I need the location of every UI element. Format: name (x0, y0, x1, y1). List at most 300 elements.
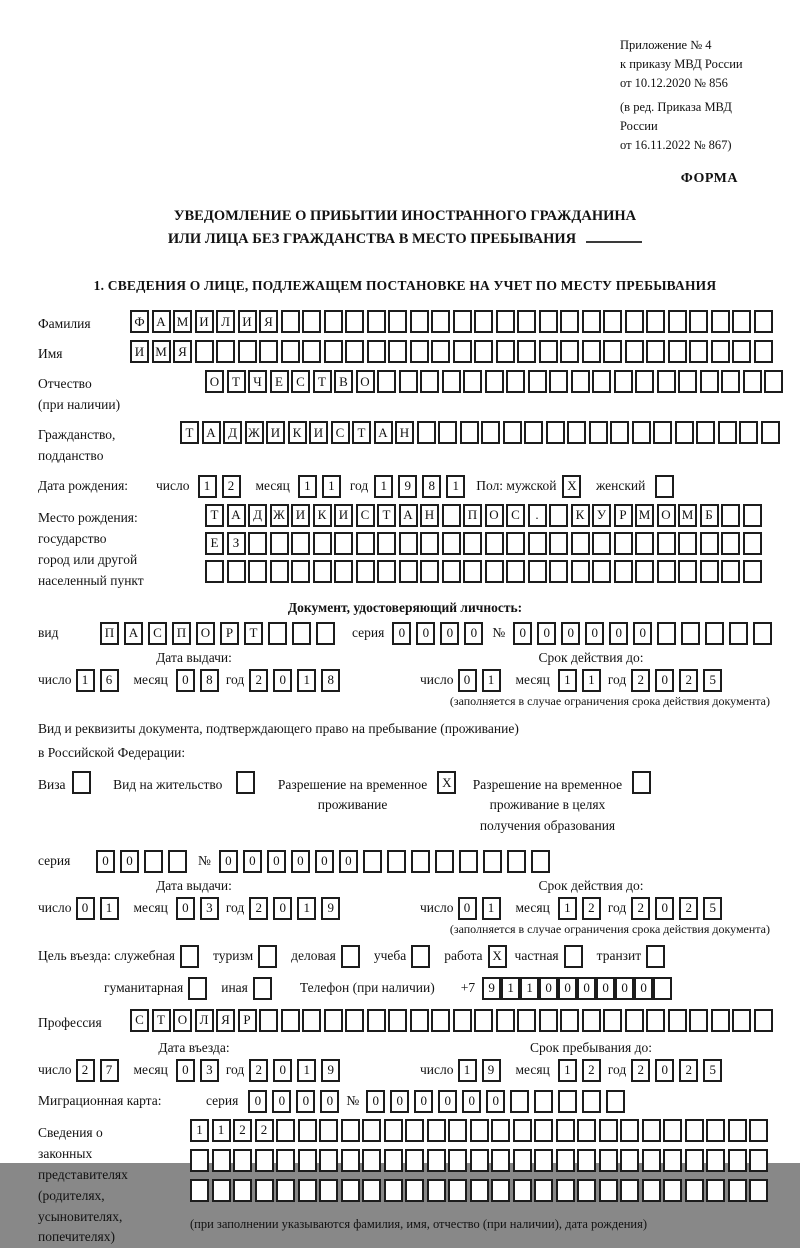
form-cell (678, 560, 697, 583)
form-cell: 1 (520, 977, 539, 1000)
form-cell (556, 1179, 575, 1202)
doc-type-label: вид (38, 625, 59, 641)
form-cell: С (130, 1009, 149, 1032)
form-cell (632, 771, 651, 794)
form-cell (236, 771, 255, 794)
migration-card-label: Миграционная карта: (38, 1093, 162, 1109)
form-cell (620, 1149, 639, 1172)
form-cell: У (592, 504, 611, 527)
year-label: год (225, 1062, 245, 1078)
form-cell: М (678, 504, 697, 527)
form-cell (635, 532, 654, 555)
form-cell (334, 560, 353, 583)
profession-cells (130, 1009, 775, 1032)
form-cell (248, 532, 267, 555)
permit-expiry-date (410, 897, 772, 920)
doc-issue-date (38, 669, 410, 692)
stay-day (458, 1059, 506, 1082)
form-cell (592, 560, 611, 583)
permit-issue-date (38, 897, 410, 920)
form-cell: 2 (76, 1059, 95, 1082)
form-cell: 0 (438, 1090, 457, 1113)
form-cell (442, 560, 461, 583)
form-cell: О (485, 504, 504, 527)
day-label: число (38, 900, 72, 916)
year-label: год (225, 672, 245, 688)
surname-label: Фамилия (38, 316, 91, 332)
form-cell: . (528, 504, 547, 527)
form-cell (754, 340, 773, 363)
doc-seriya-label: серия (352, 625, 385, 641)
form-cell (754, 1009, 773, 1032)
form-cell: Р (238, 1009, 257, 1032)
form-cell (496, 310, 515, 333)
form-cell (298, 1179, 317, 1202)
permit-issue-group (38, 878, 410, 920)
form-cell: 0 (272, 1090, 291, 1113)
stay-year (631, 1059, 727, 1082)
form-cell (281, 1009, 300, 1032)
form-cell (195, 340, 214, 363)
form-cell (625, 1009, 644, 1032)
form-cell (620, 1119, 639, 1142)
permit-rvpo (473, 771, 654, 836)
form-cell (188, 977, 207, 1000)
section1-title: 1. СВЕДЕНИЯ О ЛИЦЕ, ПОДЛЕЖАЩЕМ ПОСТАНОВКЕ НА УЧЕТ ПО МЕСТУ ПРЕБЫВАНИЯ (93, 278, 717, 294)
form-cell (367, 340, 386, 363)
form-cell (729, 622, 748, 645)
form-cell (442, 370, 461, 393)
form-cell: Д (223, 421, 242, 444)
birth-place-label: Место рождения: государство город или другой населенный пункт (38, 509, 144, 588)
form-cell (689, 1009, 708, 1032)
form-cell: Т (227, 370, 246, 393)
phone-prefix: +7 (460, 980, 476, 996)
form-cell (362, 1119, 381, 1142)
doc-type-cells (100, 622, 340, 645)
form-cell: 2 (582, 1059, 601, 1082)
form-cell (291, 560, 310, 583)
form-cell (589, 421, 608, 444)
form-cell: Т (244, 622, 263, 645)
form-cell: Р (220, 622, 239, 645)
form-cell (319, 1149, 338, 1172)
month-label: месяц (133, 900, 168, 916)
form-cell: 0 (577, 977, 596, 1000)
form-cell (689, 310, 708, 333)
form-cell (560, 1009, 579, 1032)
form-cell: 0 (390, 1090, 409, 1113)
form-cell (431, 310, 450, 333)
form-cell (743, 532, 762, 555)
form-cell (341, 1179, 360, 1202)
form-cell (470, 1179, 489, 1202)
form-cell: 0 (655, 669, 674, 692)
purpose-item-turizm: туризм (213, 945, 277, 968)
form-cell (534, 1179, 553, 1202)
form-cell (577, 1179, 596, 1202)
form-cell (655, 475, 674, 498)
form-cell: 2 (631, 669, 650, 692)
form-cell (411, 945, 430, 968)
form-cell (732, 340, 751, 363)
doc-num-label: № (492, 625, 506, 641)
form-cell (749, 1149, 768, 1172)
purpose-checkbox-gumanitarnaya (188, 977, 207, 1000)
form-cell (743, 370, 762, 393)
doc-expiry-group (410, 650, 772, 692)
doc-expiry-header: Срок действия до: (538, 649, 644, 665)
form-cell (503, 421, 522, 444)
form-cell (678, 370, 697, 393)
form-cell (259, 1009, 278, 1032)
annex-line: к приказу МВД России (620, 56, 743, 71)
form-cell (399, 532, 418, 555)
form-cell (460, 421, 479, 444)
year-label: год (225, 900, 245, 916)
form-cell: 0 (537, 622, 556, 645)
form-cell (388, 1009, 407, 1032)
form-cell (281, 310, 300, 333)
form-cell: Т (205, 504, 224, 527)
mc-num-label: № (346, 1093, 360, 1109)
form-cell (534, 1149, 553, 1172)
form-cell: 0 (633, 622, 652, 645)
form-cell (685, 1179, 704, 1202)
field-purpose2-phone (38, 977, 772, 1000)
form-cell: И (195, 310, 214, 333)
form-cell: П (463, 504, 482, 527)
form-cell: 9 (321, 897, 340, 920)
form-cell (646, 340, 665, 363)
form-cell: О (205, 370, 224, 393)
doc-dates (38, 650, 772, 692)
form-cell (711, 340, 730, 363)
form-cell: 8 (321, 669, 340, 692)
form-cell (642, 1119, 661, 1142)
form-cell: 1 (297, 1059, 316, 1082)
form-cell (485, 532, 504, 555)
form-cell: М (173, 310, 192, 333)
form-cell: Н (395, 421, 414, 444)
form-cell (700, 370, 719, 393)
form-cell: Я (173, 340, 192, 363)
name-cells (130, 340, 775, 363)
doc-issue-year (249, 669, 345, 692)
form-cell: X (437, 771, 456, 794)
form-cell (668, 310, 687, 333)
form-cell (556, 1149, 575, 1172)
form-cell (534, 1090, 553, 1113)
form-cell (546, 421, 565, 444)
form-cell: 0 (366, 1090, 385, 1113)
form-cell: Ч (248, 370, 267, 393)
form-cell (571, 560, 590, 583)
form-cell (646, 310, 665, 333)
form-cell: 0 (615, 977, 634, 1000)
form-cell (646, 945, 665, 968)
form-cell (491, 1149, 510, 1172)
year-label: год (349, 478, 369, 494)
form-cell (485, 560, 504, 583)
field-migration-card (38, 1090, 772, 1113)
form-cell (668, 340, 687, 363)
birth-month-cells (298, 475, 346, 498)
day-label: число (38, 1062, 72, 1078)
form-cell (259, 340, 278, 363)
surname-cells (130, 310, 775, 333)
form-cell (190, 1149, 209, 1172)
form-cell: 1 (212, 1119, 231, 1142)
phone-cells (482, 977, 672, 1000)
form-cell: 1 (76, 669, 95, 692)
purpose-checkbox-delovaya (341, 945, 360, 968)
form-cell: 0 (315, 850, 334, 873)
form-cell (642, 1149, 661, 1172)
form-cell (410, 1009, 429, 1032)
form-cell: Ф (130, 310, 149, 333)
form-cell: 0 (634, 977, 653, 1000)
form-cell (732, 1009, 751, 1032)
form-cell (706, 1149, 725, 1172)
form-cell: 8 (200, 669, 219, 692)
birth-date-label: Дата рождения: (38, 478, 129, 494)
form-cell (685, 1119, 704, 1142)
birth-year-cells (374, 475, 470, 498)
permit-issue-day (76, 897, 124, 920)
form-cell (405, 1179, 424, 1202)
sex-female-checkbox (655, 475, 677, 498)
form-cell: 1 (297, 897, 316, 920)
form-cell: 0 (561, 622, 580, 645)
form-cell (496, 1009, 515, 1032)
form-cell (324, 1009, 343, 1032)
form-cell (205, 560, 224, 583)
day-label: число (420, 672, 454, 688)
entry-year (249, 1059, 345, 1082)
form-cell: 2 (582, 897, 601, 920)
form-cell (281, 340, 300, 363)
form-cell (558, 1090, 577, 1113)
form-cell (253, 977, 272, 1000)
birth-place-rows (205, 504, 764, 588)
permit-issue-year (249, 897, 345, 920)
form-cell (700, 560, 719, 583)
form-cell: Т (180, 421, 199, 444)
purpose-item-sluzhebnaya: Цель въезда: служебная (38, 945, 199, 968)
form-cell: 0 (458, 669, 477, 692)
form-cell: О (657, 504, 676, 527)
form-cell: 0 (539, 977, 558, 1000)
doc-issue-group (38, 650, 410, 692)
form-cell: 1 (482, 669, 501, 692)
form-cell: 5 (703, 897, 722, 920)
form-cell (405, 1119, 424, 1142)
rvpo-label: Разрешение на временное проживание в целях получения образования (472, 777, 623, 833)
form-cell (603, 1009, 622, 1032)
form-cell (599, 1149, 618, 1172)
form-cell (463, 560, 482, 583)
form-cell: 0 (291, 850, 310, 873)
form-cell (405, 1149, 424, 1172)
form-cell: 0 (176, 897, 195, 920)
form-cell (420, 560, 439, 583)
form-cell (276, 1119, 295, 1142)
form-cell (399, 560, 418, 583)
form-cell (345, 310, 364, 333)
field-citizenship (38, 421, 772, 467)
purpose-checkbox-inaya (253, 977, 272, 1000)
form-cell (635, 370, 654, 393)
form-cell (302, 310, 321, 333)
form-cell: Ж (270, 504, 289, 527)
field-purpose (38, 945, 772, 968)
form-cell (614, 532, 633, 555)
form-cell (635, 560, 654, 583)
form-cell: 1 (458, 1059, 477, 1082)
form-cell: 2 (631, 897, 650, 920)
form-cell: 0 (558, 977, 577, 1000)
form-cell (459, 850, 478, 873)
form-cell: 2 (222, 475, 241, 498)
vnj-checkbox (236, 771, 258, 794)
form-cell: 0 (464, 622, 483, 645)
year-label: год (607, 900, 627, 916)
form-cell: X (488, 945, 507, 968)
stay-month (558, 1059, 606, 1082)
name-label: Имя (38, 346, 63, 362)
form-cell: П (172, 622, 191, 645)
purpose-item-tranzit: транзит (597, 945, 666, 968)
form-cell (292, 622, 311, 645)
form-cell (749, 1119, 768, 1142)
form-cell: Н (420, 504, 439, 527)
form-cell: 0 (248, 1090, 267, 1113)
form-cell: И (130, 340, 149, 363)
birth-place-row3 (205, 560, 764, 583)
rvp-label: Разрешение на временное проживание (277, 777, 428, 813)
form-cell: 0 (273, 669, 292, 692)
form-cell (190, 1179, 209, 1202)
form-cell (506, 560, 525, 583)
form-cell: 5 (703, 669, 722, 692)
form-cell (427, 1179, 446, 1202)
form-cell (291, 532, 310, 555)
permit-expiry-note: (заполняется в случае ограничения срока действия документа) (449, 921, 770, 936)
form-cell: А (399, 504, 418, 527)
form-cell: 0 (176, 669, 195, 692)
form-cell: Т (352, 421, 371, 444)
form-cell: 0 (440, 622, 459, 645)
form-cell (417, 421, 436, 444)
purpose-checkbox-rabota (488, 945, 507, 968)
form-cell (411, 850, 430, 873)
form-cell (448, 1179, 467, 1202)
stay-until-date (410, 1059, 772, 1082)
year-label: год (607, 672, 627, 688)
purpose-checkbox-sluzhebnaya (180, 945, 199, 968)
form-cell: X (562, 475, 581, 498)
form-cell: 1 (100, 897, 119, 920)
permit-vnj (113, 771, 258, 795)
doc-expiry-note: (заполняется в случае ограничения срока действия документа) (449, 693, 770, 708)
forma-label: ФОРМА (680, 170, 738, 186)
permit-expiry-header: Срок действия до: (538, 877, 644, 893)
form-cell: А (227, 504, 246, 527)
purpose-item-chastnaya: частная (515, 945, 583, 968)
form-cell (384, 1119, 403, 1142)
form-cell: 0 (655, 897, 674, 920)
form-cell (614, 560, 633, 583)
form-cell: 6 (100, 669, 119, 692)
form-cell (549, 370, 568, 393)
form-cell (435, 850, 454, 873)
month-label: месяц (133, 672, 168, 688)
form-cell: 3 (200, 897, 219, 920)
form-cell (657, 560, 676, 583)
form-cell (319, 1179, 338, 1202)
form-cell (749, 1179, 768, 1202)
field-profession (38, 1009, 772, 1034)
form-cell (388, 340, 407, 363)
form-cell (470, 1119, 489, 1142)
form-cell: 0 (458, 897, 477, 920)
form-cell (270, 532, 289, 555)
form-cell (276, 1179, 295, 1202)
form-cell (603, 310, 622, 333)
purpose-item-ucheba: учеба (374, 945, 430, 968)
form-cell: О (173, 1009, 192, 1032)
permit-visa (38, 771, 93, 795)
purpose-checkbox-chastnaya (564, 945, 583, 968)
form-cell (144, 850, 163, 873)
form-cell: 0 (414, 1090, 433, 1113)
form-cell (474, 1009, 493, 1032)
form-cell (453, 340, 472, 363)
form-cell: И (291, 504, 310, 527)
form-cell (384, 1179, 403, 1202)
doc-issue-month (176, 669, 224, 692)
form-cell (577, 1149, 596, 1172)
form-cell (356, 532, 375, 555)
form-cell (513, 1149, 532, 1172)
day-label: число (156, 478, 190, 494)
day-label: число (420, 900, 454, 916)
form-cell: Я (259, 310, 278, 333)
permit-dates (38, 878, 772, 920)
form-cell (539, 340, 558, 363)
form-cell: Т (152, 1009, 171, 1032)
form-cell: Л (195, 1009, 214, 1032)
form-cell (531, 850, 550, 873)
title-underline (586, 231, 642, 243)
form-cell (582, 1009, 601, 1032)
form-cell (362, 1149, 381, 1172)
form-cell (732, 310, 751, 333)
form-cell (599, 1179, 618, 1202)
form-cell (377, 370, 396, 393)
form-cell: О (196, 622, 215, 645)
form-cell: 5 (703, 1059, 722, 1082)
form-cell (603, 340, 622, 363)
form-cell (258, 945, 277, 968)
form-cell (388, 310, 407, 333)
month-label: месяц (515, 1062, 550, 1078)
form-cell (227, 560, 246, 583)
form-cell (728, 1119, 747, 1142)
form-cell (212, 1149, 231, 1172)
form-cell (238, 340, 257, 363)
